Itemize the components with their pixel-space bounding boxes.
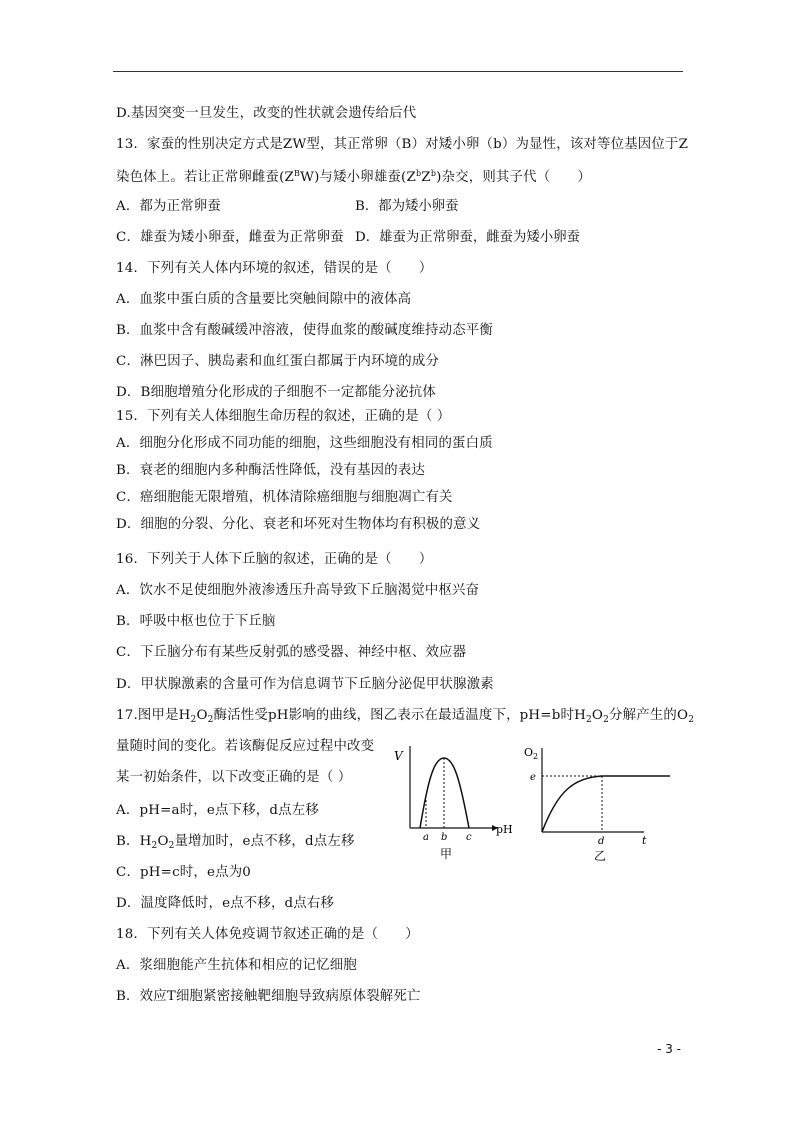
q15-option-a: A．细胞分化形成不同功能的细胞，这些细胞没有相同的蛋白质	[116, 436, 493, 451]
q13-superscript: B	[294, 169, 301, 178]
figure-yi-d-mark: d	[598, 836, 605, 847]
q17-option-a: A．pH=a时，e点下移，d点左移	[116, 803, 319, 818]
q15-stem: 15．下列有关人体细胞生命历程的叙述，正确的是（ ）	[116, 409, 451, 424]
q17-subscript: 2	[168, 841, 175, 851]
q14-option-c: C．淋巴因子、胰岛素和血红蛋白都属于内环境的成分	[116, 354, 440, 369]
q17-option-d: D．温度降低时，e点不移，d点右移	[116, 896, 335, 911]
q18-option-a: A．浆细胞能产生抗体和相应的记忆细胞	[116, 958, 357, 973]
q13-option-d: D．雄蚕为正常卵蚕，雌蚕为矮小卵蚕	[355, 230, 580, 245]
figure-yi-x-label: t	[642, 834, 647, 847]
q17-subscript: 2	[151, 841, 158, 851]
q18-stem: 18．下列有关人体免疫调节叙述正确的是（ ）	[116, 927, 419, 942]
q16-option-c: C．下丘脑分布有某些反射弧的感受器、神经中枢、效应器	[116, 645, 467, 660]
q18-option-b: B．效应T细胞紧密接触靶细胞导致病原体裂解死亡	[116, 989, 421, 1004]
q17-stem-part: 分解产生的O	[609, 708, 689, 723]
q17-stem-line2: 量随时间的变化。若该酶促反应过程中改变	[116, 739, 375, 754]
figure-yi-e-mark: e	[530, 772, 536, 783]
q13-stem-part: W)与矮小卵雄蚕(Z	[300, 170, 416, 185]
q14-option-b: B．血浆中含有酸碱缓冲溶液，使得血浆的酸碱度维持动态平衡	[116, 323, 493, 338]
figure-jia-x-label: pH	[496, 823, 513, 836]
q17-option-b-part: O	[157, 834, 169, 849]
figure-jia-caption: 甲	[440, 847, 453, 861]
figure-jia-enzyme-ph-curve	[368, 740, 518, 865]
figure-yi-y-label-main: O	[524, 746, 534, 759]
q17-stem-line1	[116, 707, 694, 729]
header-rule	[113, 71, 683, 72]
q17-subscript: 2	[688, 715, 695, 725]
q16-option-a: A．饮水不足使细胞外液渗透压升高导致下丘脑渴觉中枢兴奋	[116, 583, 480, 598]
q13-stem-part: )杂交，则其子代（ ）	[436, 170, 592, 185]
q17-option-c: C．pH=c时，e点为0	[116, 865, 252, 880]
q14-option-d: D．B细胞增殖分化形成的子细胞不一定都能分泌抗体	[116, 385, 436, 400]
q13-stem-line2	[116, 165, 591, 187]
q13-stem-part: 染色体上。若让正常卵雌蚕(Z	[116, 170, 295, 185]
figure-yi-caption: 乙	[594, 849, 607, 863]
q17-stem-part: O	[591, 708, 604, 723]
q17-option-b-part: 量增加时，e点不移，d点左移	[174, 834, 355, 849]
q16-option-b: B．呼吸中枢也位于下丘脑	[116, 614, 276, 629]
q17-subscript: 2	[603, 715, 610, 725]
q13-option-c: C．雄蚕为矮小卵蚕，雌蚕为正常卵蚕	[116, 230, 344, 245]
q13-superscript: b	[415, 169, 422, 178]
q16-option-d: D．甲状腺激素的含量可作为信息调节下丘脑分泌促甲状腺激素	[116, 677, 494, 692]
q16-stem: 16．下列关于人体下丘脑的叙述，正确的是（ ）	[116, 552, 433, 567]
figure-jia-y-label: V	[394, 749, 403, 763]
q13-stem-part: Z	[421, 170, 431, 185]
q15-option-b: B．衰老的细胞内多种酶活性降低，没有基因的表达	[116, 463, 426, 478]
q17-stem-part: 17.图甲是H	[116, 708, 191, 723]
page-number: - 3 -	[657, 1042, 681, 1056]
q17-option-b	[116, 833, 355, 855]
q17-stem-part: 酶活性受pH影响的曲线，图乙表示在最适温度下，pH=b时H	[213, 708, 586, 723]
q13-superscript: b	[430, 169, 437, 178]
q14-stem: 14．下列有关人体内环境的叙述，错误的是（ ）	[116, 261, 433, 276]
q15-option-d: D．细胞的分裂、分化、衰老和坏死对生物体均有积极的意义	[116, 517, 481, 532]
figure-jia-tick-b: b	[441, 832, 448, 843]
figure-yi-curve	[542, 776, 670, 832]
q13-option-b: B．都为矮小卵蚕	[355, 199, 459, 214]
q12-option-d: D.基因突变一旦发生，改变的性状就会遗传给后代	[116, 106, 417, 121]
q15-option-c: C．癌细胞能无限增殖，机体清除癌细胞与细胞凋亡有关	[116, 490, 453, 505]
q17-subscript: 2	[190, 715, 197, 725]
q17-option-b-part: B．H	[116, 834, 152, 849]
q17-stem-part: O	[196, 708, 208, 723]
q13-option-a: A．都为正常卵蚕	[116, 199, 222, 214]
q17-subscript: 2	[207, 715, 214, 725]
figure-jia-tick-c: c	[466, 832, 472, 843]
q17-subscript: 2	[585, 715, 592, 725]
q17-stem-line3: 某一初始条件，以下改变正确的是（ ）	[116, 770, 352, 785]
q13-stem-line1: 13．家蚕的性别决定方式是ZW型，其正常卵（B）对矮小卵（b）为显性，该对等位基因位于Z	[116, 137, 689, 152]
figure-yi-o2-time-curve	[518, 740, 678, 865]
q14-option-a: A．血浆中蛋白质的含量要比突触间隙中的液体高	[116, 292, 412, 307]
figure-yi-y-label	[524, 746, 538, 761]
figure-jia-tick-a: a	[423, 832, 429, 843]
figure-yi-y-label-sub: 2	[533, 752, 539, 761]
figure-jia-curve	[420, 758, 469, 828]
